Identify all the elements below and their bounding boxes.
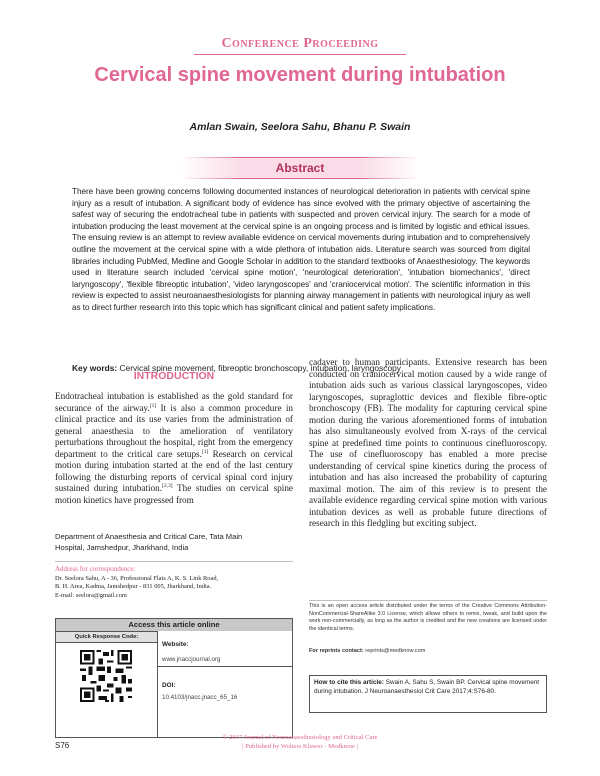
doi-link[interactable]: 10.4103/jnacc.jnacc_65_16 bbox=[162, 694, 238, 701]
abstract-text: There have been growing concerns following documented instances of neurological deterioration in patients with cervical spine injury as a result of intubation. A significant body of evidence has since evolved with the primary objective of ascertaining the safest way of securing the endotracheal tube in patients with suspected and proven cervical injury. The search for a mode of intubation producing the least movement at the cervical spine is an ongoing process and is limited by logistic and ethical issues. The ensuing review is an attempt to review available evidence on cervical movements during intubation and to comprehensively outline the movement at the cervical spine with a wide plethora of intubation aids. Literature search was sourced from digital libraries including PubMed, Medline and Google Scholar in addition to the standard textbooks of Anaesthesiology. The keywords used in literature search included 'cervical spine motion', 'neurological deterioration', 'intubation biomechanics', 'direct laryngoscopy', 'flexible fibreoptic intubation', 'video laryngoscopes' and 'craniocervical motion'. The scientific information in this review is expected to assist neuroanaesthesiologists for planning airway management in patients with neurological injury as well as to direct further research into this topic which has significant clinical and patient safety implications. bbox=[72, 187, 530, 312]
keywords-list: Cervical spine movement, fibreoptic bronchoscopy, intubation, laryngoscopy bbox=[119, 363, 401, 373]
doi-label: DOI: bbox=[162, 682, 176, 689]
qr-area bbox=[56, 642, 157, 737]
divider bbox=[55, 561, 293, 562]
access-title: Access this article online bbox=[56, 619, 292, 631]
article-title: Cervical spine movement during intubation bbox=[94, 64, 506, 86]
citation-ref[interactable]: [1] bbox=[149, 402, 157, 409]
introduction-left-text bbox=[55, 391, 293, 506]
footer-publisher: | Published by Wolters Kluwer - Medknow | bbox=[242, 743, 358, 750]
affiliation-line: Hospital, Jamshedpur, Jharkhand, India bbox=[55, 543, 189, 552]
correspondence-line: B. H. Area, Kadma, Jamshedpur - 831 005, Jharkhand, India. bbox=[55, 583, 212, 590]
footer-copyright: © 2017 Journal of Neuroanaesthesiology and Critical Care bbox=[222, 734, 378, 741]
access-online-box bbox=[55, 618, 293, 738]
license-text: This is an open access article distributed under the terms of the Creative Commons Attribution-NonCommercial-ShareAlike 3.0 License, which allows others to remix, tweak, and build upon the work non-commercially, as long as the author is credited and the new creations are licensed under the identical terms. bbox=[309, 603, 547, 632]
authors: Amlan Swain, Seelora Sahu, Bhanu P. Swain bbox=[189, 121, 411, 133]
divider bbox=[157, 666, 292, 667]
section-label: Conference Proceeding bbox=[0, 36, 600, 52]
affiliation bbox=[55, 531, 293, 553]
reprints-label: For reprints contact: bbox=[309, 648, 364, 654]
affiliation-line: Department of Anaesthesia and Critical Care, Tata Main bbox=[55, 532, 243, 541]
footer bbox=[0, 733, 600, 751]
citation-ref[interactable]: [2,3] bbox=[162, 482, 173, 489]
reprints bbox=[309, 648, 547, 654]
reprints-email[interactable]: reprints@medknow.com bbox=[365, 648, 426, 654]
qr-code-icon[interactable] bbox=[80, 650, 132, 702]
citation-label: How to cite this article: bbox=[314, 679, 384, 686]
correspondence-heading: Address for correspondence: bbox=[55, 565, 136, 573]
intro-text-part: The studies on cervical spine motion kinetics have progressed from bbox=[55, 483, 293, 505]
divider bbox=[309, 600, 547, 601]
citation-text: Swain A, Sahu S, Swain BP. Cervical spine movement during intubation. J Neuroanaesthesiol Crit Care 2017;4:S76-80. bbox=[314, 679, 540, 695]
citation-ref[interactable]: [1] bbox=[201, 448, 209, 455]
intro-text-part: It is also a common procedure in clinical practice and its use varies from the administration of general anaesthesia to the amelioration of ventilatory perturbations throughout the hospital, right from the emergency department to the critical care setups. bbox=[55, 402, 293, 459]
correspondence bbox=[55, 565, 293, 600]
website-link[interactable]: www.jnaccjournal.org bbox=[162, 656, 221, 663]
intro-text-part: Research on cervical motion during intubation started at the end of the last century following the disturbing reports of cervical spinal cord injury sustained during intubation. bbox=[55, 448, 293, 493]
qr-label: Quick Response Code: bbox=[56, 631, 157, 642]
correspondence-line: Dr. Seelora Sahu, A - 36, Professional Flats A, K. S. Link Road, bbox=[55, 574, 219, 582]
keywords-label: Key words: bbox=[72, 363, 118, 373]
divider bbox=[157, 631, 158, 737]
intro-text-part: Endotracheal intubation is established as the gold standard for securance of the airway. bbox=[55, 391, 293, 413]
correspondence-email[interactable]: E-mail: seelora@gmail.com bbox=[55, 591, 127, 599]
abstract-heading: Abstract bbox=[275, 161, 325, 175]
page-number: S76 bbox=[55, 741, 70, 750]
website-label: Website: bbox=[162, 641, 189, 648]
citation-box bbox=[309, 675, 547, 713]
introduction-right-text: cadaver to human participants. Extensive research has been conducted on craniocervical motion caused by a wide range of intubation aids such as various classical laryngoscopes, video laryngoscopes, supraglottic devices and flexible fibre-optic bronchoscopy (FB). The modality for capturing cervical spine motion during the various aforementioned forms of intubation has also simultaneously evolved from X-rays of the cervical spine at predefined time points to continuous cinefluoroscopy. The use of cinefluoroscopy has enabled a more precise understanding of cervical spine kinetics during the process of intubation and has also increased the probability of capturing maximal motion. The aim of this review is to present the available evidence regarding cervical spine motion with various intubation devices as well as probable future directions of research in this fledgling but exciting subject. bbox=[309, 357, 547, 528]
introduction-heading: INTRODUCTION bbox=[133, 370, 215, 382]
